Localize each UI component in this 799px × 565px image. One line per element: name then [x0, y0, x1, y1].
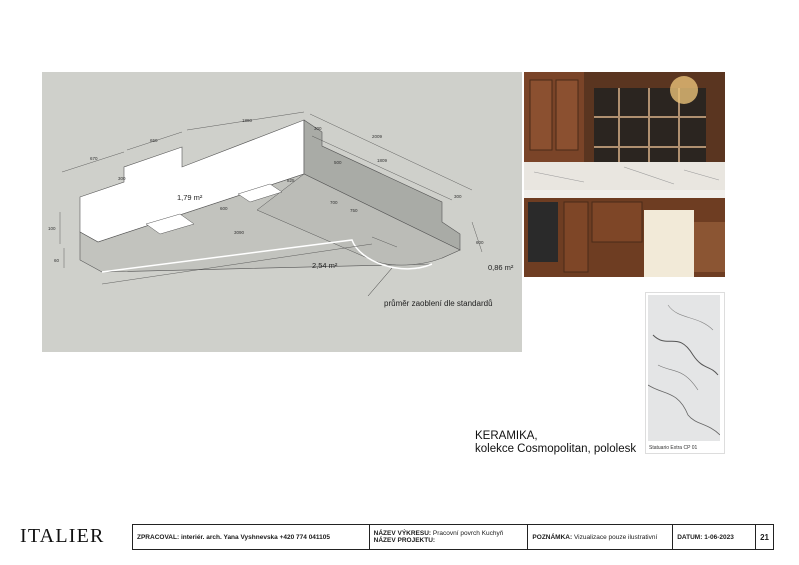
kitchen-illustration	[524, 72, 725, 277]
author-value: interiér. arch. Yana Vyshnevska +420 774 041105	[180, 533, 331, 541]
author-cell	[133, 525, 370, 549]
dim-600: 600	[476, 240, 484, 245]
drawing-label: NÁZEV VÝKRESU:	[373, 530, 432, 537]
dim-2009: 2009	[372, 134, 383, 139]
countertop-drawing	[42, 72, 522, 352]
italier-logo: ITALIER	[20, 524, 105, 547]
note-leader	[368, 268, 392, 296]
dim-825: 825	[287, 178, 295, 183]
drawing-name-cell	[370, 525, 529, 549]
dim-60: 60	[54, 258, 60, 263]
page-number: 21	[760, 532, 770, 542]
sample-label: Statuario Extra CP 01	[649, 445, 698, 451]
area-middle: 2,54 m²	[312, 261, 338, 270]
material-line-2: kolekce Cosmopolitan, pololesk	[475, 443, 637, 455]
dim-300-a: 300	[118, 176, 126, 181]
dim-1880: 1880	[242, 118, 253, 123]
dim-500: 500	[334, 160, 342, 165]
date-label: DATUM:	[677, 533, 703, 541]
note-cell	[528, 525, 673, 549]
area-right: 0,86 m²	[488, 263, 514, 272]
title-block-table	[132, 524, 774, 550]
date-cell	[673, 525, 756, 549]
dim-300-b: 300	[314, 126, 322, 131]
project-label: NÁZEV PROJEKTU:	[373, 537, 436, 544]
note-value: Vizualizace pouze ilustrativní	[573, 533, 658, 541]
page-number-cell	[756, 525, 773, 549]
dim-1809: 1809	[377, 158, 388, 163]
material-line-1: KERAMIKA,	[475, 430, 538, 442]
author-label: ZPRACOVAL:	[137, 533, 180, 541]
dim-650: 650	[150, 138, 158, 143]
note-label: POZNÁMKA:	[532, 533, 573, 541]
material-sample	[645, 292, 725, 454]
dim-700: 700	[330, 200, 338, 205]
drawing-value: Pracovní povrch Kuchyň	[432, 530, 504, 537]
title-block	[20, 522, 772, 550]
dim-750: 750	[350, 208, 358, 213]
area-left: 1,79 m²	[177, 193, 203, 202]
marble-swatch	[648, 295, 720, 441]
dim-600-b: 600	[220, 206, 228, 211]
material-description	[475, 430, 636, 456]
date-value: 1-06-2023	[704, 533, 734, 541]
dim-3090: 3090	[234, 230, 245, 235]
dim-670: 670	[90, 156, 98, 161]
dim-300-c: 300	[454, 194, 462, 199]
radius-note: průměr zaoblení dle standardů	[384, 299, 493, 308]
kitchen-photo	[524, 72, 725, 277]
countertop-plan-svg	[42, 72, 522, 352]
dim-100: 100	[48, 226, 56, 231]
